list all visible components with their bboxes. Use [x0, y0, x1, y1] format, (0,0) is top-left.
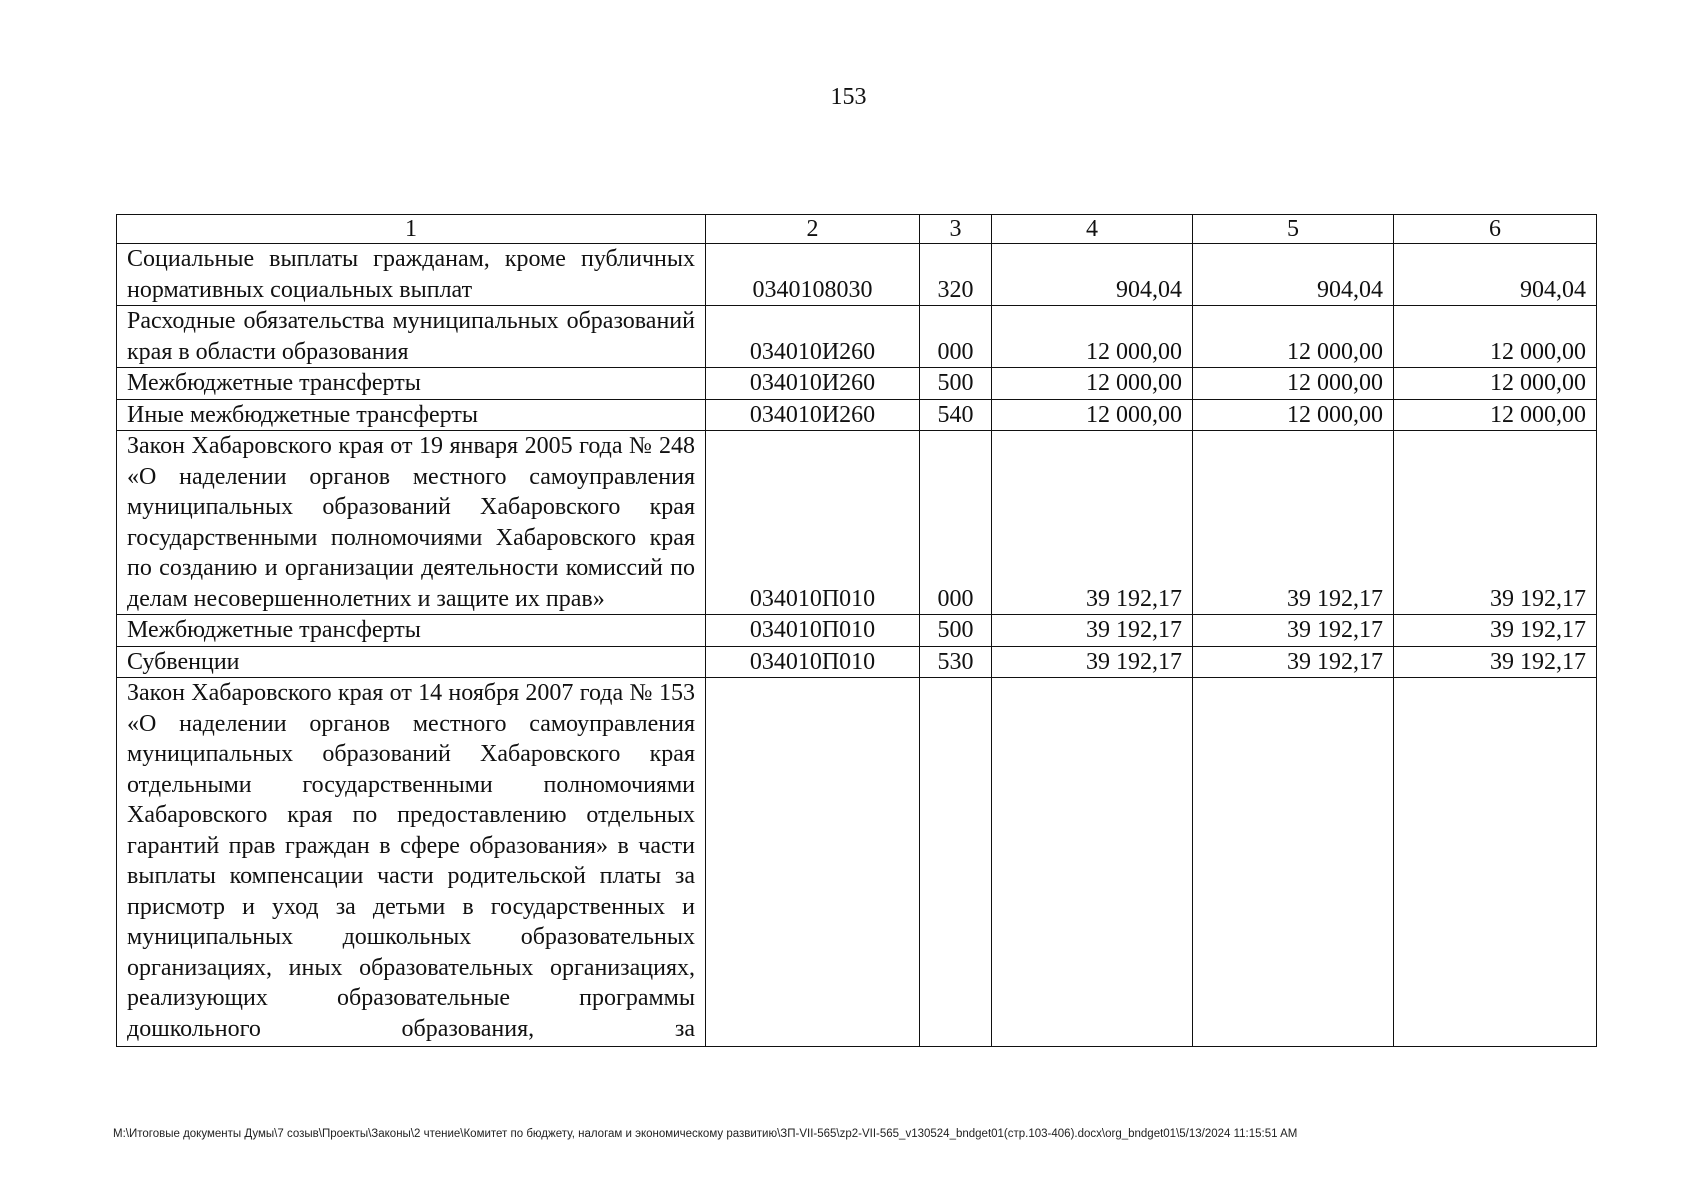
column-header-6: 6 [1394, 215, 1597, 244]
row-value-1: 39 192,17 [992, 646, 1193, 678]
row-type: 500 [920, 368, 992, 400]
row-value-2: 39 192,17 [1193, 431, 1394, 615]
row-code: 034010П010 [706, 431, 920, 615]
row-code: 034010П010 [706, 615, 920, 647]
row-value-3: 39 192,17 [1394, 646, 1597, 678]
row-code: 0340108030 [706, 244, 920, 306]
row-name: Межбюджетные трансферты [117, 368, 706, 400]
table-row [117, 306, 1597, 368]
row-name: Иные межбюджетные трансферты [117, 399, 706, 431]
document-path-footer: M:\Итоговые документы Думы\7 созыв\Проекты\Законы\2 чтение\Комитет по бюджету, налогам и экономическому развитию\ЗП-VII-565\zp2-VII-565_v130524_bndget01(стр.103-406).docx\org_bndget01\5/13/2024 11:15:51 AM [113, 1128, 1298, 1140]
column-header-5: 5 [1193, 215, 1394, 244]
table-row [117, 368, 1597, 400]
table-row [117, 431, 1597, 615]
row-value-2: 12 000,00 [1193, 399, 1394, 431]
row-type: 540 [920, 399, 992, 431]
row-code: 034010П010 [706, 646, 920, 678]
table-header-row [117, 215, 1597, 244]
column-header-1: 1 [117, 215, 706, 244]
column-header-3: 3 [920, 215, 992, 244]
row-value-3: 12 000,00 [1394, 306, 1597, 368]
row-code: 034010И260 [706, 368, 920, 400]
table-row [117, 615, 1597, 647]
row-value-2: 39 192,17 [1193, 646, 1394, 678]
row-type: 000 [920, 306, 992, 368]
row-value-3: 904,04 [1394, 244, 1597, 306]
row-value-1: 39 192,17 [992, 431, 1193, 615]
row-name: Субвенции [117, 646, 706, 678]
row-value-1: 12 000,00 [992, 368, 1193, 400]
row-type: 500 [920, 615, 992, 647]
row-type: 530 [920, 646, 992, 678]
row-value-3: 12 000,00 [1394, 368, 1597, 400]
row-code: 034010И260 [706, 306, 920, 368]
budget-table [116, 214, 1597, 1047]
table-row [117, 399, 1597, 431]
row-value-3: 39 192,17 [1394, 615, 1597, 647]
row-code [706, 678, 920, 1047]
column-header-2: 2 [706, 215, 920, 244]
row-value-1: 904,04 [992, 244, 1193, 306]
row-value-3 [1394, 678, 1597, 1047]
row-value-3: 39 192,17 [1394, 431, 1597, 615]
row-type: 320 [920, 244, 992, 306]
table-row [117, 646, 1597, 678]
row-value-1: 39 192,17 [992, 615, 1193, 647]
row-value-1: 12 000,00 [992, 399, 1193, 431]
row-value-2: 12 000,00 [1193, 306, 1394, 368]
row-value-2: 39 192,17 [1193, 615, 1394, 647]
page-number: 153 [830, 84, 867, 110]
row-name: Расходные обязательства муниципальных образований края в области образования [117, 306, 706, 368]
table-row [117, 678, 1597, 1047]
column-header-4: 4 [992, 215, 1193, 244]
row-value-2: 904,04 [1193, 244, 1394, 306]
row-value-3: 12 000,00 [1394, 399, 1597, 431]
table-row [117, 244, 1597, 306]
row-name: Закон Хабаровского края от 19 января 2005 года № 248 «О наделении органов местного самоуправления муниципальных образований Хабаровского края государственными полномочиями Хабаровского края по созданию и организации деятельности комиссий по делам несовершеннолетних и защите их прав» [117, 431, 706, 615]
row-type [920, 678, 992, 1047]
row-name: Закон Хабаровского края от 14 ноября 2007 года № 153 «О наделении органов местного самоуправления муниципальных образований Хабаровского края отдельными государственными полномочиями Хабаровского края по предоставлению отдельных гарантий прав граждан в сфере образования» в части выплаты компенсации части родительской платы за присмотр и уход за детьми в государственных и муниципальных дошкольных образовательных организациях, иных образовательных организациях, реализующих образовательные программы дошкольного образования, за [117, 678, 706, 1047]
row-value-2: 12 000,00 [1193, 368, 1394, 400]
row-value-2 [1193, 678, 1394, 1047]
row-value-1 [992, 678, 1193, 1047]
row-name: Социальные выплаты гражданам, кроме публичных нормативных социальных выплат [117, 244, 706, 306]
row-code: 034010И260 [706, 399, 920, 431]
row-type: 000 [920, 431, 992, 615]
row-value-1: 12 000,00 [992, 306, 1193, 368]
row-name: Межбюджетные трансферты [117, 615, 706, 647]
